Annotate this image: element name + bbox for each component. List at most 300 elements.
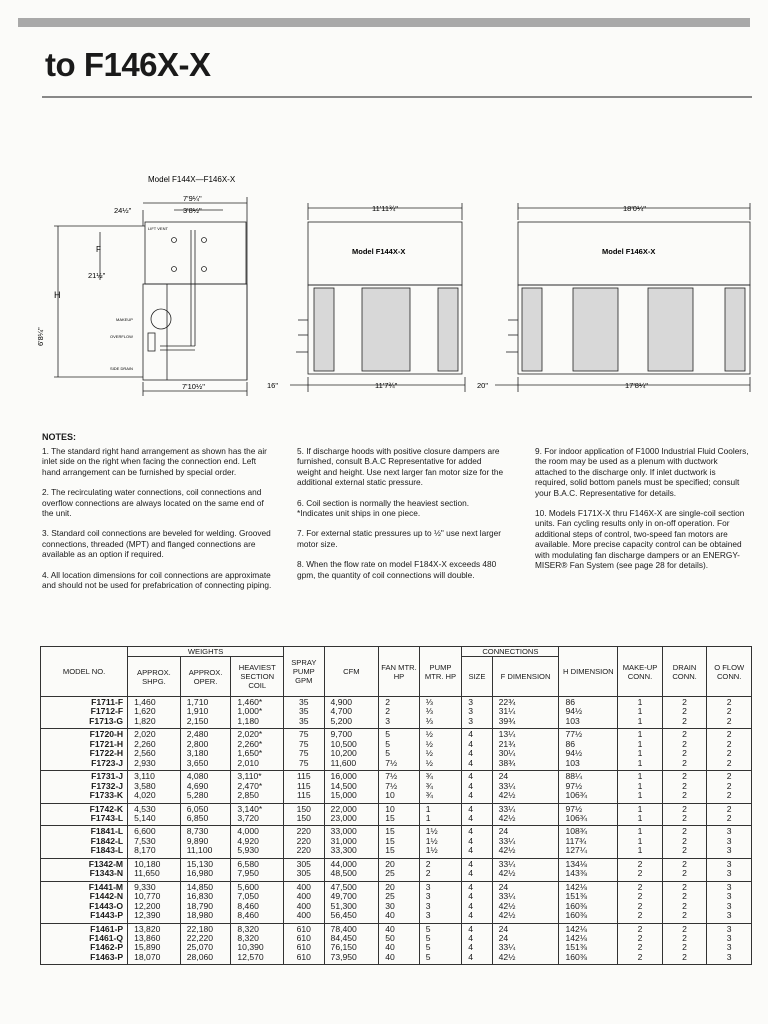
- cell-fan: [379, 923, 420, 965]
- cell-value: 14,500: [330, 780, 357, 791]
- cell-value: 1,620: [134, 706, 156, 717]
- cell-value: 3: [726, 826, 732, 837]
- cell-spray: [284, 803, 325, 826]
- cell-value: 7,530: [134, 835, 156, 846]
- cell-pump: [419, 771, 462, 803]
- cell-value: 2: [682, 826, 687, 837]
- cell-value: 2,260: [134, 738, 156, 749]
- notes-column-1: [42, 446, 274, 600]
- dim-f144x-base-width: 11'7¾": [375, 381, 398, 390]
- cell-value: 2: [682, 780, 687, 791]
- cell-cfm: [324, 771, 379, 803]
- cell-value: 16,000: [330, 771, 357, 782]
- cell-value: 24: [498, 881, 509, 892]
- cell-model: [41, 826, 128, 858]
- cell-value: 3: [468, 706, 474, 717]
- cell-value: 5: [425, 923, 431, 934]
- cell-value: F1442-N: [89, 891, 124, 902]
- cell-value: 2: [637, 881, 643, 892]
- cell-value: 42½: [498, 951, 516, 962]
- cell-fan: [379, 803, 420, 826]
- cell-overflow: [707, 729, 752, 771]
- cell-value: 4: [468, 812, 474, 823]
- cell-value: 2: [682, 868, 687, 879]
- title-divider: [42, 96, 752, 98]
- cell-value: 11,600: [330, 757, 357, 768]
- cell-drain: [662, 923, 707, 965]
- cell-value: 1: [637, 738, 643, 749]
- cell-value: 2,850: [237, 790, 259, 801]
- cell-spray: [284, 697, 325, 729]
- cell-value: 2: [682, 891, 687, 902]
- cell-value: 1,650*: [237, 748, 263, 759]
- cell-cfm: [324, 923, 379, 965]
- header-shpg: APPROX. SHPG.: [128, 657, 181, 697]
- header-size: SIZE: [462, 657, 492, 697]
- model-f144x-drawing: [290, 203, 465, 392]
- header-connections: CONNECTIONS: [462, 647, 559, 657]
- cell-value: 4: [468, 951, 474, 962]
- cell-value: 40: [385, 942, 395, 953]
- cell-value: 2,470*: [237, 780, 263, 791]
- cell-value: 84,450: [330, 932, 357, 943]
- cell-value: 3: [425, 891, 431, 902]
- cell-value: 22,220: [186, 932, 214, 943]
- cell-pump: [419, 881, 462, 923]
- cell-fdim: [492, 729, 559, 771]
- cell-value: 9,700: [330, 729, 353, 740]
- cell-value: 11,650: [134, 868, 160, 879]
- cell-value: 2: [425, 858, 431, 869]
- cell-value: 10,390: [237, 942, 264, 953]
- cell-value: 115: [296, 771, 311, 782]
- cell-value: 2,020: [134, 729, 156, 740]
- cell-value: 18,790: [186, 900, 214, 911]
- cell-value: 2: [637, 951, 643, 962]
- cell-value: 4: [468, 757, 474, 768]
- cell-value: 33¼: [498, 942, 516, 953]
- cell-value: 400: [296, 910, 311, 921]
- note-3: 3. Standard coil connections are beveled for welding. Grooved connections, threaded (MPT) and flanged connections are available as an option if required.: [42, 528, 271, 560]
- cell-value: 2: [682, 729, 687, 740]
- cell-value: 3,110*: [237, 771, 262, 782]
- cell-value: 7,950: [237, 868, 259, 879]
- cell-value: 1½: [425, 835, 438, 846]
- cell-value: 16,830: [186, 891, 214, 902]
- cell-value: 42½: [498, 900, 516, 911]
- cell-overflow: [707, 771, 752, 803]
- dim-h-label: H: [54, 290, 61, 300]
- cell-value: 142⅛: [565, 881, 587, 892]
- cell-oper: [180, 826, 231, 858]
- cell-value: 25,070: [186, 942, 214, 953]
- cell-hdim: [559, 858, 618, 881]
- cell-cfm: [324, 803, 379, 826]
- cell-size: [462, 826, 492, 858]
- cell-value: 150: [296, 803, 311, 814]
- cell-value: 2: [682, 812, 687, 823]
- cell-fdim: [492, 803, 559, 826]
- cell-value: 1: [637, 812, 643, 823]
- cell-pump: [419, 923, 462, 965]
- cell-value: 3: [726, 932, 732, 943]
- cell-hdim: [559, 729, 618, 771]
- cell-fan: [379, 729, 420, 771]
- cell-value: 2: [682, 803, 687, 814]
- cell-oper: [180, 697, 231, 729]
- cell-hdim: [559, 803, 618, 826]
- cell-shpg: [128, 771, 181, 803]
- cell-value: 1,820: [134, 715, 156, 726]
- dim-f-label: F: [96, 245, 101, 254]
- cell-value: 9,890: [186, 835, 209, 846]
- cell-value: 7½: [385, 771, 398, 782]
- cell-value: 24: [498, 771, 509, 782]
- cell-value: 14,850: [186, 881, 214, 892]
- cell-value: 56,450: [330, 910, 357, 921]
- note-2: 2. The recirculating water connections, coil connections and overflow connections are always located on the same end of the unit.: [42, 487, 264, 519]
- cell-heaviest: [231, 729, 284, 771]
- cell-value: 5: [425, 951, 431, 962]
- table-row-group: [41, 771, 752, 803]
- cell-value: 20: [385, 881, 395, 892]
- cell-value: 1: [637, 697, 643, 707]
- cell-shpg: [128, 697, 181, 729]
- cell-size: [462, 923, 492, 965]
- cell-value: 1: [425, 812, 431, 823]
- notes-column-2: [297, 446, 507, 590]
- cell-value: 33,000: [330, 826, 357, 837]
- cell-value: 2: [637, 910, 643, 921]
- cell-value: 610: [296, 942, 311, 953]
- cell-spray: [284, 881, 325, 923]
- cell-value: 15,000: [330, 790, 357, 801]
- cell-value: 3: [425, 910, 431, 921]
- cell-value: 31,000: [330, 835, 357, 846]
- cell-value: 15: [385, 812, 395, 823]
- header-bar: [18, 18, 750, 27]
- cell-fan: [379, 697, 420, 729]
- cell-value: 2: [682, 932, 687, 943]
- cell-model: [41, 729, 128, 771]
- cell-value: 4: [468, 868, 474, 879]
- cell-value: 4: [468, 942, 474, 953]
- cell-value: 9,330: [134, 881, 156, 892]
- specifications-body: [41, 697, 752, 965]
- cell-value: 4,000: [237, 826, 259, 837]
- cell-value: 400: [296, 900, 311, 911]
- header-overflow: O FLOW CONN.: [707, 647, 752, 697]
- cell-heaviest: [231, 881, 284, 923]
- cell-value: F1743-L: [90, 812, 124, 823]
- header-heaviest: HEAVIEST SECTION COIL: [231, 657, 284, 697]
- cell-value: 23,000: [330, 812, 357, 823]
- cell-value: F1720-H: [89, 729, 124, 740]
- cell-value: 75: [299, 738, 309, 749]
- cell-oper: [180, 771, 231, 803]
- cell-value: F1342-M: [88, 858, 124, 869]
- cell-value: F1842-L: [90, 835, 124, 846]
- cell-value: 8,460: [237, 910, 259, 921]
- cell-value: 3: [726, 900, 732, 911]
- cell-value: 2,560: [134, 748, 156, 759]
- cell-value: 42½: [498, 790, 516, 801]
- cell-value: 2: [682, 715, 687, 726]
- cell-value: 4: [468, 790, 474, 801]
- cell-cfm: [324, 697, 379, 729]
- cell-makeup: [618, 729, 663, 771]
- header-spray: SPRAY PUMP GPM: [284, 647, 325, 697]
- cell-value: 103: [565, 757, 580, 768]
- cell-size: [462, 858, 492, 881]
- cell-oper: [180, 881, 231, 923]
- cell-value: 35: [299, 715, 309, 726]
- cell-hdim: [559, 697, 618, 729]
- cell-value: 3: [726, 858, 732, 869]
- cell-value: 40: [385, 951, 395, 962]
- cell-model: [41, 858, 128, 881]
- cell-value: 4: [468, 771, 474, 782]
- cell-value: 25: [385, 891, 395, 902]
- cell-value: 15: [385, 826, 395, 837]
- cell-value: F1733-K: [89, 790, 124, 801]
- cell-value: 4,920: [237, 835, 259, 846]
- cell-value: 4,530: [134, 803, 156, 814]
- cell-value: 24: [498, 932, 509, 943]
- table-row-group: [41, 729, 752, 771]
- cell-value: 40: [385, 910, 395, 921]
- header-fan: FAN MTR. HP: [379, 647, 420, 697]
- cell-value: 106¾: [565, 790, 587, 801]
- cell-value: 25: [385, 868, 395, 879]
- cell-size: [462, 729, 492, 771]
- cell-value: 4,900: [330, 697, 353, 707]
- cell-value: 2: [726, 803, 732, 814]
- cell-value: 3: [726, 891, 732, 902]
- cell-value: 134⅛: [565, 858, 587, 869]
- header-drain: DRAIN CONN.: [662, 647, 707, 697]
- cell-fan: [379, 826, 420, 858]
- cell-value: 1½: [425, 845, 438, 856]
- cell-value: 15,890: [134, 942, 161, 953]
- dim-width-top: 7'9¼": [183, 194, 202, 203]
- cell-makeup: [618, 803, 663, 826]
- cell-heaviest: [231, 803, 284, 826]
- cell-value: 10: [385, 790, 395, 801]
- cell-value: 2: [425, 868, 431, 879]
- cell-value: ½: [425, 738, 433, 749]
- dim-f146x-base-width: 17'8¼": [625, 381, 648, 390]
- cell-pump: [419, 858, 462, 881]
- cell-value: 4: [468, 891, 474, 902]
- cell-value: 22¾: [498, 697, 516, 707]
- cell-value: 142⅛: [565, 932, 587, 943]
- cell-value: 1: [637, 803, 643, 814]
- cell-value: F1443-P: [90, 910, 124, 921]
- cell-value: 24: [498, 826, 509, 837]
- page-title: to F146X-X: [45, 46, 211, 83]
- cell-drain: [662, 881, 707, 923]
- cell-value: 10: [385, 803, 395, 814]
- cell-value: 3: [726, 923, 732, 934]
- cell-value: 2: [726, 738, 732, 749]
- cell-heaviest: [231, 826, 284, 858]
- unit-diagrams: [0, 170, 768, 432]
- cell-value: 6,580: [237, 858, 259, 869]
- cell-value: 1: [637, 715, 643, 726]
- cell-value: 2: [726, 771, 732, 782]
- dim-base-width: 7'10½": [182, 382, 205, 391]
- cell-value: 4: [468, 780, 474, 791]
- cell-value: 4,700: [330, 706, 353, 717]
- cell-value: F1723-J: [91, 757, 124, 768]
- cell-value: 150: [296, 812, 311, 823]
- cell-oper: [180, 729, 231, 771]
- cell-fdim: [492, 697, 559, 729]
- cell-value: 13,820: [134, 923, 161, 934]
- cell-value: 42½: [498, 868, 516, 879]
- note-6: 6. Coil section is normally the heaviest section. *Indicates unit ships in one piece.: [297, 497, 470, 519]
- cell-value: 28,060: [186, 951, 214, 962]
- cell-value: 86: [565, 738, 576, 749]
- cell-makeup: [618, 881, 663, 923]
- label-overflow: OVERFLOW: [110, 334, 133, 339]
- cell-heaviest: [231, 771, 284, 803]
- cell-value: 1,460: [134, 697, 156, 707]
- cell-fdim: [492, 826, 559, 858]
- cell-value: 3: [726, 951, 732, 962]
- cell-value: 20: [385, 858, 395, 869]
- cell-value: F1443-O: [89, 900, 124, 911]
- cell-value: ⅓: [425, 715, 433, 726]
- cell-size: [462, 803, 492, 826]
- cell-value: 1½: [425, 826, 438, 837]
- cell-value: 13¼: [498, 729, 516, 740]
- cell-value: F1441-M: [88, 881, 124, 892]
- model-f146x-drawing: [495, 203, 750, 392]
- cell-value: ½: [425, 729, 433, 740]
- cell-value: 5,930: [237, 845, 259, 856]
- cell-value: 42½: [498, 910, 516, 921]
- cell-value: 3: [468, 715, 474, 726]
- cell-value: 2: [682, 942, 687, 953]
- cell-value: 49,700: [330, 891, 357, 902]
- note-1: 1. The standard right hand arrangement as shown has the air inlet side on the right when facing the connection end. Left hand arrangement can be furnished by special order.: [42, 446, 267, 477]
- cell-drain: [662, 858, 707, 881]
- cell-value: 1: [425, 803, 431, 814]
- cell-value: 2: [682, 858, 687, 869]
- cell-value: 4: [468, 858, 474, 869]
- cell-pump: [419, 826, 462, 858]
- cell-value: F1461-Q: [89, 932, 124, 943]
- cell-value: 73,950: [330, 951, 357, 962]
- cell-value: 4: [468, 748, 474, 759]
- cell-oper: [180, 923, 231, 965]
- cell-value: 44,000: [330, 858, 357, 869]
- cell-value: 75: [299, 748, 309, 759]
- cell-value: 4,020: [134, 790, 156, 801]
- cell-value: 5: [425, 932, 431, 943]
- cell-value: 7,050: [237, 891, 259, 902]
- cell-drain: [662, 729, 707, 771]
- cell-fdim: [492, 923, 559, 965]
- cell-value: 1: [637, 780, 643, 791]
- cell-value: 610: [296, 951, 311, 962]
- dim-f146x-top-width: 18'0¼": [623, 204, 646, 213]
- note-7: 7. For external static pressures up to ½" use next larger motor size.: [297, 528, 502, 549]
- cell-makeup: [618, 923, 663, 965]
- cell-fan: [379, 858, 420, 881]
- cell-value: 4: [468, 932, 474, 943]
- cell-value: 8,460: [237, 900, 259, 911]
- cell-model: [41, 803, 128, 826]
- cell-value: 2: [637, 868, 643, 879]
- cell-value: 97½: [565, 803, 583, 814]
- cell-value: 5,140: [134, 812, 156, 823]
- cell-value: 1: [637, 771, 643, 782]
- cell-value: 108¾: [565, 826, 587, 837]
- cell-value: 30¼: [498, 748, 516, 759]
- cell-cfm: [324, 858, 379, 881]
- cell-value: 4: [468, 835, 474, 846]
- cell-drain: [662, 697, 707, 729]
- cell-overflow: [707, 923, 752, 965]
- cell-shpg: [128, 858, 181, 881]
- cell-value: 8,320: [237, 923, 259, 934]
- cell-value: 400: [296, 881, 311, 892]
- cell-value: 2: [682, 923, 687, 934]
- cell-value: 160⅜: [565, 910, 587, 921]
- cell-value: 2: [726, 790, 732, 801]
- cell-value: ½: [425, 748, 433, 759]
- cell-value: 2,260*: [237, 738, 263, 749]
- cell-value: 400: [296, 891, 311, 902]
- header-model: MODEL NO.: [41, 647, 128, 697]
- header-weights: WEIGHTS: [128, 647, 284, 657]
- cell-fdim: [492, 771, 559, 803]
- cell-value: 2: [726, 715, 732, 726]
- cell-value: 220: [296, 835, 311, 846]
- cell-hdim: [559, 923, 618, 965]
- cell-value: 127¼: [565, 845, 587, 856]
- notes-column-3: [535, 446, 750, 580]
- header-oper: APPROX. OPER.: [180, 657, 231, 697]
- cell-value: 4: [468, 923, 474, 934]
- cell-value: 2: [726, 706, 732, 717]
- cell-value: 2: [682, 790, 687, 801]
- cell-value: 1,000*: [237, 706, 263, 717]
- cell-makeup: [618, 697, 663, 729]
- cell-value: 5,200: [330, 715, 353, 726]
- notes-heading: NOTES:: [42, 432, 77, 442]
- cell-value: 24: [498, 923, 509, 934]
- cell-value: 12,390: [134, 910, 161, 921]
- cell-spray: [284, 826, 325, 858]
- cell-value: 33¼: [498, 835, 516, 846]
- dim-f144x-top-width: 11'11¾": [372, 204, 398, 213]
- cell-value: 4,690: [186, 780, 209, 791]
- cell-value: 3: [468, 697, 474, 707]
- cell-model: [41, 771, 128, 803]
- cell-value: 305: [296, 868, 311, 879]
- cell-value: F1461-P: [90, 923, 124, 934]
- cell-value: ⅓: [425, 706, 433, 717]
- cell-value: 3,580: [134, 780, 156, 791]
- cell-value: 220: [296, 845, 311, 856]
- cell-value: 1,180: [237, 715, 259, 726]
- note-9: 9. For indoor application of F1000 Industrial Fluid Coolers, the room may be used as a plenum with ductwork attached to the discharge only. If inlet ductwork is required, solid bottom panels must be specified; consult your B.A.C. Representative for details.: [535, 446, 749, 498]
- cell-value: 33¼: [498, 803, 516, 814]
